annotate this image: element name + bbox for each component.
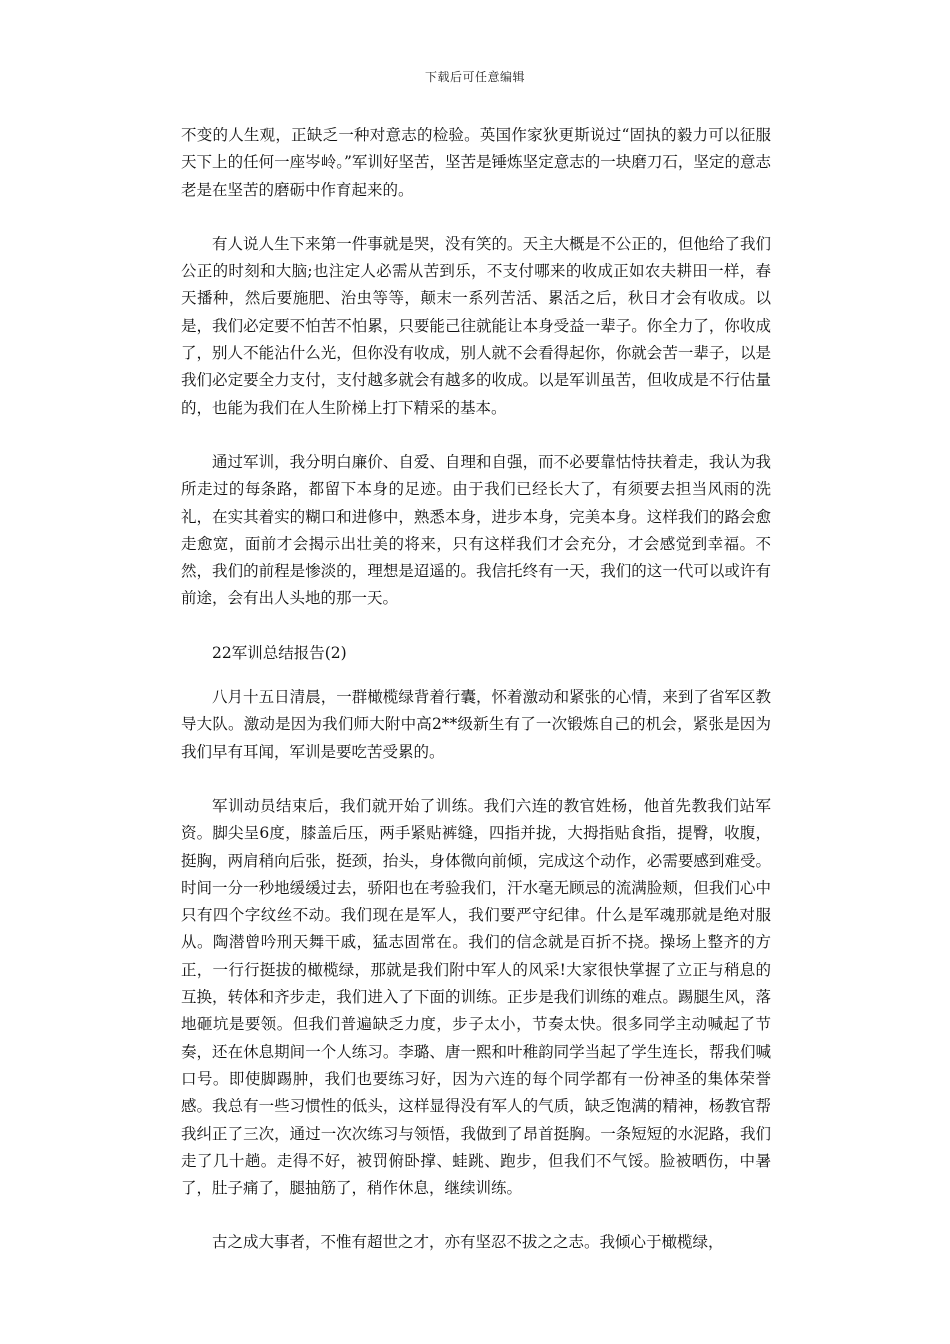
- paragraph: 有人说人生下来第一件事就是哭，没有笑的。天主大概是不公正的，但他给了我们公正的时刻和大脑;也注定人必需从苦到乐，不支付哪来的收成正如农夫耕田一样，春天播种，然后要施肥、治虫等等，颠末一系列苦活、累活之后，秋日才会有收成。以是，我们必定要不怕苦不怕累，只要能己往就能让本身受益一辈子。你全力了，你收成了，别人不能沾什么光，但你没有收成，别人就不会看得起你，你就会苦一辈子，以是我们必定要全力支付，支付越多就会有越多的收成。以是军训虽苦，但收成是不行估量的，也能为我们在人生阶梯上打下精采的基本。: [181, 234, 771, 417]
- paragraph: 古之成大事者，不惟有超世之才，亦有坚忍不拔之之志。我倾心于橄榄绿，: [212, 1233, 724, 1252]
- section-title: 22军训总结报告(2): [212, 643, 347, 662]
- paragraph: 八月十五日清晨，一群橄榄绿背着行囊，怀着激动和紧张的心情，来到了省军区教导大队。激动是因为我们师大附中高2**级新生有了一次锻炼自己的机会，紧张是因为我们早有耳闻，军训是要吃苦受累的。: [181, 688, 771, 761]
- paragraph: 通过军训，我分明白廉价、自爱、自理和自强，而不必要靠怙恃扶着走，我认为我所走过的每条路，都留下本身的足迹。由于我们已经长大了，有须要去担当风雨的洗礼，在实其着实的糊口和进修中，熟悉本身，进步本身，完美本身。这样我们的路会愈走愈宽，面前才会揭示出壮美的将来，只有这样我们才会充分，才会感觉到幸福。不然，我们的前程是惨淡的，理想是迢遥的。我信托终有一天，我们的这一代可以或许有前途，会有出人头地的那一天。: [181, 452, 771, 608]
- document-body: [181, 122, 771, 1284]
- paragraph-continuation: 不变的人生观，正缺乏一种对意志的检验。英国作家狄更斯说过“固执的毅力可以征服天下上的任何一座岑岭。”军训好坚苦，坚苦是锤炼坚定意志的一块磨刀石，坚定的意志老是在坚苦的磨砺中作育起来的。: [181, 126, 771, 199]
- page-header: 下载后可任意编辑: [424, 70, 525, 84]
- paragraph: 军训动员结束后，我们就开始了训练。我们六连的教官姓杨，他首先教我们站军资。脚尖呈6度，膝盖后压，两手紧贴裤缝，四指并拢，大拇指贴食指，提臀，收腹，挺胸，两肩稍向后张，挺颈，抬头，身体微向前倾，完成这个动作，必需要感到难受。时间一分一秒地缓缓过去，骄阳也在考验我们，汗水毫无顾忌的流满脸颊，但我们心中只有四个字纹丝不动。我们现在是军人，我们要严守纪律。什么是军魂那就是绝对服从。陶潜曾吟刑天舞干戚，猛志固常在。我们的信念就是百折不挠。操场上整齐的方正，一行行挺拔的橄榄绿，那就是我们附中军人的风采!大家很快掌握了立正与稍息的互换，转体和齐步走，我们进入了下面的训练。正步是我们训练的难点。踢腿生风，落地砸坑是要领。但我们普遍缺乏力度，步子太小，节奏太快。很多同学主动喊起了节奏，还在休息期间一个人练习。李璐、唐一熙和叶稚韵同学当起了学生连长，帮我们喊口号。即使脚踢肿，我们也要练习好，因为六连的每个同学都有一份神圣的集体荣誉感。我总有一些习惯性的低头，这样显得没有军人的气质，缺乏饱满的精神，杨教官帮我纠正了三次，通过一次次练习与领悟，我做到了昂首挺胸。一条短短的水泥路，我们走了几十趟。走得不好，被罚俯卧撑、蛙跳、跑步，但我们不气馁。脸被晒伤，中暑了，肚子痛了，腿抽筋了，稍作休息，继续训练。: [181, 796, 771, 1198]
